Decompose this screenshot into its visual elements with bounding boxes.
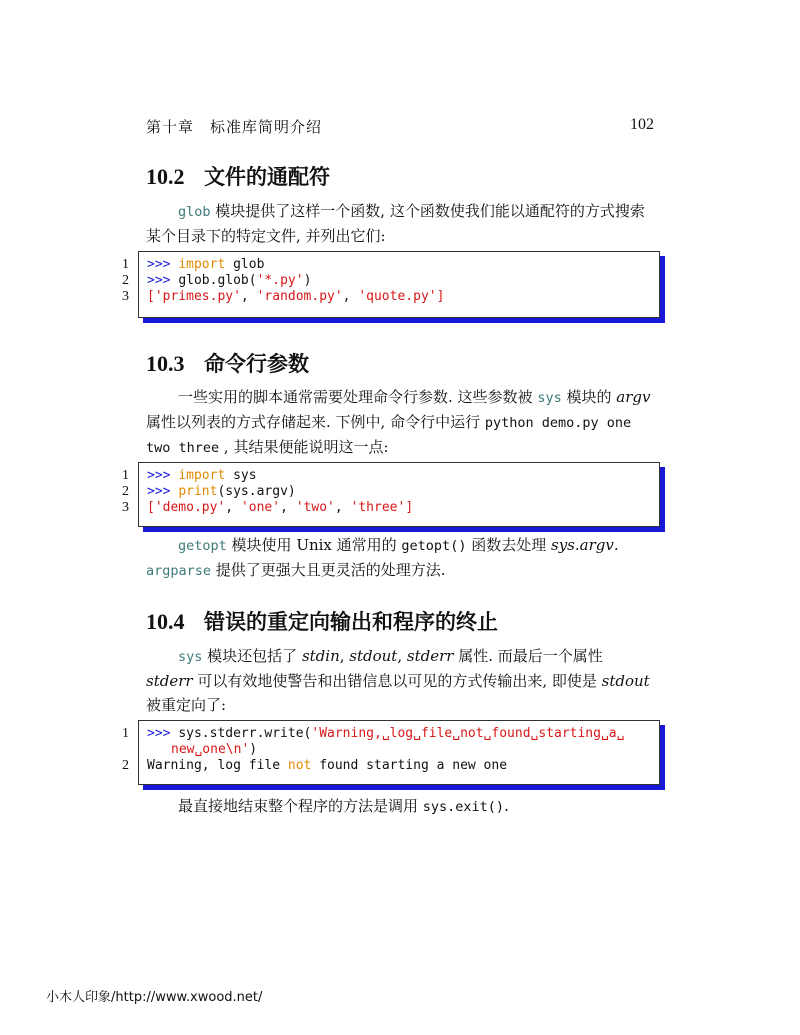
paragraph-getopt bbox=[146, 533, 654, 583]
string-literal: new␣one\n' bbox=[171, 742, 250, 757]
prompt: >>> bbox=[147, 726, 179, 741]
code-line-2 bbox=[122, 273, 659, 289]
code-text: glob.glob( bbox=[178, 273, 257, 288]
code-text: Warning, log file bbox=[147, 758, 288, 773]
section-heading-10-2 bbox=[146, 161, 330, 191]
module-name-argparse: argparse bbox=[146, 563, 212, 579]
chapter-title: 第十章 标准库简明介绍 bbox=[146, 118, 323, 136]
paragraph-text: . bbox=[504, 797, 509, 815]
line-number: 3 bbox=[122, 500, 129, 515]
prompt: >>> bbox=[147, 468, 179, 483]
code-text: found starting a new one bbox=[311, 758, 508, 773]
section-title: 命令行参数 bbox=[204, 352, 309, 376]
paragraph-stderr bbox=[146, 644, 654, 717]
code-line-2 bbox=[122, 484, 659, 500]
section-heading-10-3 bbox=[146, 348, 309, 378]
italic-term: sys.argv bbox=[551, 536, 614, 554]
paragraph-text: 一些实用的脚本通常需要处理命令行参数. 这些参数被 bbox=[178, 388, 538, 406]
prompt: >>> bbox=[147, 257, 179, 272]
italic-term: stdout bbox=[601, 672, 650, 690]
keyword: import bbox=[178, 257, 226, 272]
paragraph-text: 模块还包括了 bbox=[202, 647, 302, 665]
paragraph-text: 属性以列表的方式存储起来. 下例中, 命令行中运行 bbox=[146, 413, 485, 431]
line-number: 1 bbox=[122, 468, 129, 483]
separator: , bbox=[225, 500, 241, 515]
line-number: 2 bbox=[122, 273, 129, 288]
code-text: sys bbox=[225, 468, 257, 483]
code-line-3 bbox=[122, 289, 659, 305]
italic-term: stderr bbox=[406, 647, 454, 665]
string-literal: 'three' bbox=[350, 500, 406, 515]
code-block-argv bbox=[122, 462, 660, 527]
keyword: import bbox=[178, 468, 226, 483]
module-name-glob: glob bbox=[178, 204, 211, 220]
section-number: 10.4 bbox=[146, 609, 185, 634]
code-line-1 bbox=[122, 468, 659, 484]
line-number: 1 bbox=[122, 257, 129, 272]
string-literal: 'quote.py' bbox=[358, 289, 437, 304]
paragraph-text: . bbox=[613, 536, 619, 554]
bracket: [ bbox=[147, 500, 155, 515]
italic-term: stdin bbox=[301, 647, 340, 665]
line-number: 2 bbox=[122, 484, 129, 499]
prompt: >>> bbox=[147, 273, 179, 288]
paragraph-text: 模块使用 Unix 通常用的 bbox=[226, 536, 402, 554]
section-title: 错误的重定向输出和程序的终止 bbox=[204, 610, 498, 634]
paragraph-text: , 其结果便能说明这一点: bbox=[219, 438, 389, 456]
section-number: 10.2 bbox=[146, 164, 185, 189]
code-block-stderr bbox=[122, 720, 660, 785]
footer-watermark: 小木人印象/http://www.xwood.net/ bbox=[46, 990, 263, 1005]
paragraph-text: 可以有效地使警告和出错信息以可见的方式传输出来, 即使是 bbox=[192, 672, 602, 690]
paragraph-text: 属性. 而最后一个属性 bbox=[453, 647, 603, 665]
separator: , bbox=[240, 289, 257, 304]
code-text: ) bbox=[249, 742, 258, 757]
code-line-1 bbox=[122, 257, 659, 273]
section-title: 文件的通配符 bbox=[204, 165, 330, 189]
paragraph-text: , bbox=[397, 647, 407, 665]
code-line-1 bbox=[122, 726, 659, 742]
line-number: 3 bbox=[122, 289, 129, 304]
code-text: ) bbox=[303, 273, 312, 288]
paragraph-glob bbox=[146, 199, 654, 248]
bracket: ] bbox=[405, 500, 414, 515]
bracket: [ bbox=[147, 289, 155, 304]
string-literal: 'demo.py' bbox=[154, 500, 226, 515]
paragraph-text: 提供了更强大且更灵活的处理方法. bbox=[211, 561, 446, 579]
separator: , bbox=[280, 500, 296, 515]
module-name-sys: sys bbox=[537, 390, 562, 406]
paragraph-exit bbox=[146, 794, 654, 819]
prompt: >>> bbox=[147, 484, 179, 499]
code-line-2 bbox=[122, 758, 659, 774]
keyword: print bbox=[178, 484, 218, 499]
line-number: 2 bbox=[122, 758, 129, 773]
code-line-3 bbox=[122, 500, 659, 516]
string-literal: 'two' bbox=[295, 500, 335, 515]
string-literal: 'primes.py' bbox=[154, 289, 241, 304]
paragraph-text: 模块提供了这样一个函数, 这个函数使我们能以通配符的方式搜索某个目录下的特定文件, 并列出它们: bbox=[146, 202, 645, 245]
module-name-getopt: getopt bbox=[178, 538, 227, 554]
string-literal: 'Warning,␣log␣file␣not␣found␣starting␣a␣ bbox=[311, 726, 625, 741]
paragraph-text: 函数去处理 bbox=[466, 536, 551, 554]
bracket: ] bbox=[436, 289, 445, 304]
code-text: (sys.argv) bbox=[217, 484, 296, 499]
paragraph-text: 模块的 bbox=[561, 388, 617, 406]
italic-term: stdout bbox=[349, 647, 398, 665]
inline-code: getopt() bbox=[401, 538, 467, 554]
section-heading-10-4 bbox=[146, 606, 498, 636]
running-header bbox=[146, 116, 654, 138]
string-literal: '*.py' bbox=[256, 273, 304, 288]
italic-term: stderr bbox=[146, 672, 193, 690]
section-number: 10.3 bbox=[146, 351, 185, 376]
string-literal: 'one' bbox=[240, 500, 281, 515]
code-text: sys.stderr.write( bbox=[178, 726, 312, 741]
separator: , bbox=[334, 500, 351, 515]
code-line-1-continued bbox=[139, 742, 659, 758]
string-literal: 'random.py' bbox=[256, 289, 343, 304]
code-text: glob bbox=[225, 257, 265, 272]
paragraph-text: 最直接地结束整个程序的方法是调用 bbox=[178, 797, 423, 815]
inline-code: python demo.py one two three bbox=[146, 415, 632, 456]
paragraph-text: 被重定向了: bbox=[146, 696, 227, 714]
inline-code: sys.exit() bbox=[422, 799, 505, 815]
italic-term: argv bbox=[616, 388, 651, 406]
code-block-glob bbox=[122, 251, 660, 318]
page-number: 102 bbox=[630, 116, 654, 133]
module-name-sys: sys bbox=[178, 649, 203, 665]
keyword: not bbox=[287, 758, 312, 773]
separator: , bbox=[342, 289, 359, 304]
paragraph-text: , bbox=[339, 647, 350, 665]
paragraph-argv bbox=[146, 385, 654, 460]
line-number: 1 bbox=[122, 726, 129, 741]
